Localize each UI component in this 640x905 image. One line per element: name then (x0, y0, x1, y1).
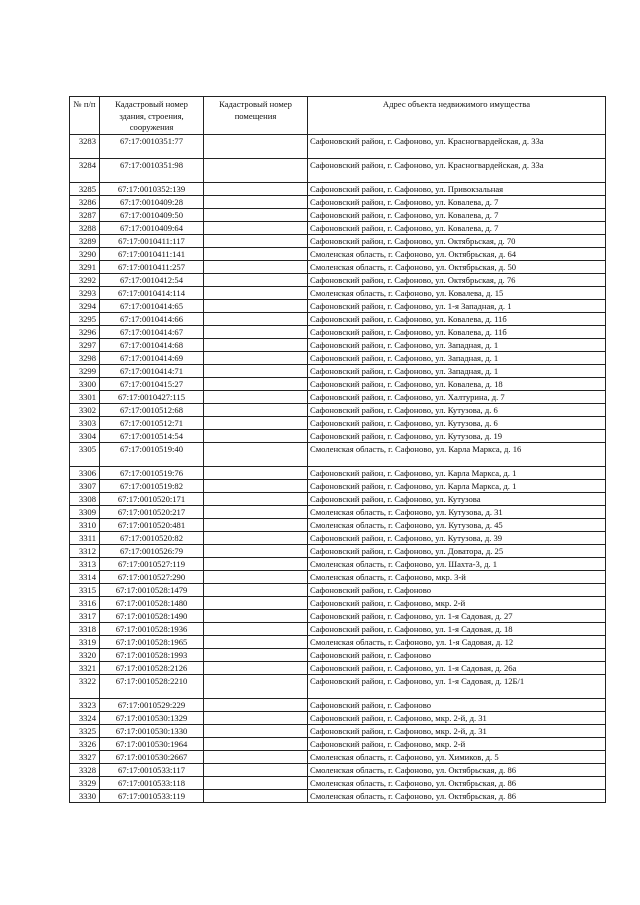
room-cadastral-number (204, 260, 308, 273)
building-cadastral-number: 67:17:0010533:118 (100, 776, 204, 789)
table-row (70, 635, 606, 648)
row-number: 3321 (70, 661, 100, 674)
object-address: Сафоновский район, г. Сафоново, мкр. 2-й, д. 31 (308, 711, 606, 724)
table-row (70, 596, 606, 609)
room-cadastral-number (204, 570, 308, 583)
row-number: 3301 (70, 390, 100, 403)
table-row (70, 531, 606, 544)
room-cadastral-number (204, 134, 308, 158)
room-cadastral-number (204, 763, 308, 776)
object-address: Смоленская область, г. Сафоново, ул. Октябрьская, д. 86 (308, 763, 606, 776)
object-address: Сафоновский район, г. Сафоново, ул. Ковалева, д. 11б (308, 312, 606, 325)
room-cadastral-number (204, 531, 308, 544)
row-number: 3298 (70, 351, 100, 364)
row-number: 3284 (70, 158, 100, 182)
building-cadastral-number: 67:17:0010528:1993 (100, 648, 204, 661)
object-address: Сафоновский район, г. Сафоново, ул. Западная, д. 1 (308, 338, 606, 351)
object-address: Сафоновский район, г. Сафоново (308, 698, 606, 711)
row-number: 3310 (70, 518, 100, 531)
table-row (70, 234, 606, 247)
row-number: 3318 (70, 622, 100, 635)
room-cadastral-number (204, 479, 308, 492)
table-row (70, 698, 606, 711)
row-number: 3314 (70, 570, 100, 583)
row-number: 3326 (70, 737, 100, 750)
table-row (70, 570, 606, 583)
room-cadastral-number (204, 195, 308, 208)
row-number: 3286 (70, 195, 100, 208)
table-row (70, 208, 606, 221)
table-row (70, 377, 606, 390)
object-address: Сафоновский район, г. Сафоново, ул. Октябрьская, д. 76 (308, 273, 606, 286)
table-row (70, 724, 606, 737)
row-number: 3330 (70, 789, 100, 802)
object-address: Смоленская область, г. Сафоново, ул. Шахта-3, д. 1 (308, 557, 606, 570)
table-row (70, 492, 606, 505)
room-cadastral-number (204, 635, 308, 648)
building-cadastral-number: 67:17:0010530:1329 (100, 711, 204, 724)
object-address: Смоленская область, г. Сафоново, ул. Кутузова, д. 45 (308, 518, 606, 531)
row-number: 3299 (70, 364, 100, 377)
object-address: Сафоновский район, г. Сафоново, ул. Западная, д. 1 (308, 351, 606, 364)
object-address: Сафоновский район, г. Сафоново (308, 648, 606, 661)
room-cadastral-number (204, 492, 308, 505)
table-row (70, 622, 606, 635)
row-number: 3319 (70, 635, 100, 648)
building-cadastral-number: 67:17:0010414:66 (100, 312, 204, 325)
header-address: Адрес объекта недвижимого имущества (308, 97, 606, 135)
row-number: 3290 (70, 247, 100, 260)
building-cadastral-number: 67:17:0010519:40 (100, 442, 204, 466)
room-cadastral-number (204, 390, 308, 403)
room-cadastral-number (204, 711, 308, 724)
header-row (70, 97, 606, 135)
row-number: 3300 (70, 377, 100, 390)
row-number: 3292 (70, 273, 100, 286)
object-address: Сафоновский район, г. Сафоново, ул. Кутузова, д. 6 (308, 416, 606, 429)
row-number: 3285 (70, 182, 100, 195)
room-cadastral-number (204, 776, 308, 789)
table-row (70, 325, 606, 338)
object-address: Сафоновский район, г. Сафоново, ул. Кутузова, д. 19 (308, 429, 606, 442)
object-address: Смоленская область, г. Сафоново, ул. Химиков, д. 5 (308, 750, 606, 763)
room-cadastral-number (204, 724, 308, 737)
row-number: 3327 (70, 750, 100, 763)
building-cadastral-number: 67:17:0010527:290 (100, 570, 204, 583)
object-address: Смоленская область, г. Сафоново, ул. Октябрьская, д. 64 (308, 247, 606, 260)
table-row (70, 518, 606, 531)
room-cadastral-number (204, 273, 308, 286)
object-address: Сафоновский район, г. Сафоново, ул. Карла Маркса, д. 1 (308, 466, 606, 479)
building-cadastral-number: 67:17:0010519:82 (100, 479, 204, 492)
table-row (70, 557, 606, 570)
room-cadastral-number (204, 609, 308, 622)
table-row (70, 661, 606, 674)
table-row (70, 312, 606, 325)
building-cadastral-number: 67:17:0010530:2667 (100, 750, 204, 763)
table-row (70, 390, 606, 403)
room-cadastral-number (204, 338, 308, 351)
table-row (70, 674, 606, 698)
header-building-cadastral: Кадастровый номер здания, строения, сооружения (100, 97, 204, 135)
object-address: Сафоновский район, г. Сафоново, ул. Кутузова (308, 492, 606, 505)
room-cadastral-number (204, 403, 308, 416)
table-row (70, 247, 606, 260)
table-row (70, 182, 606, 195)
row-number: 3294 (70, 299, 100, 312)
table-row (70, 286, 606, 299)
row-number: 3308 (70, 492, 100, 505)
row-number: 3312 (70, 544, 100, 557)
header-number: № п/п (70, 97, 100, 135)
object-address: Сафоновский район, г. Сафоново, ул. Ковалева, д. 7 (308, 221, 606, 234)
object-address: Сафоновский район, г. Сафоново, ул. 1-я Садовая, д. 26а (308, 661, 606, 674)
building-cadastral-number: 67:17:0010529:229 (100, 698, 204, 711)
building-cadastral-number: 67:17:0010520:171 (100, 492, 204, 505)
object-address: Смоленская область, г. Сафоново, ул. Октябрьская, д. 50 (308, 260, 606, 273)
object-address: Сафоновский район, г. Сафоново, ул. 1-я Садовая, д. 12Б/1 (308, 674, 606, 698)
room-cadastral-number (204, 182, 308, 195)
row-number: 3329 (70, 776, 100, 789)
building-cadastral-number: 67:17:0010512:71 (100, 416, 204, 429)
table-row (70, 260, 606, 273)
row-number: 3291 (70, 260, 100, 273)
room-cadastral-number (204, 674, 308, 698)
object-address: Сафоновский район, г. Сафоново, ул. Ковалева, д. 18 (308, 377, 606, 390)
header-room-cadastral: Кадастровый номер помещения (204, 97, 308, 135)
table-row (70, 416, 606, 429)
object-address: Сафоновский район, г. Сафоново, ул. Ковалева, д. 7 (308, 208, 606, 221)
table-row (70, 609, 606, 622)
row-number: 3296 (70, 325, 100, 338)
object-address: Сафоновский район, г. Сафоново, мкр. 2-й (308, 737, 606, 750)
row-number: 3306 (70, 466, 100, 479)
object-address: Сафоновский район, г. Сафоново, ул. 1-я Западная, д. 1 (308, 299, 606, 312)
row-number: 3283 (70, 134, 100, 158)
row-number: 3323 (70, 698, 100, 711)
room-cadastral-number (204, 234, 308, 247)
room-cadastral-number (204, 544, 308, 557)
row-number: 3295 (70, 312, 100, 325)
building-cadastral-number: 67:17:0010352:139 (100, 182, 204, 195)
building-cadastral-number: 67:17:0010514:54 (100, 429, 204, 442)
room-cadastral-number (204, 557, 308, 570)
table-row (70, 299, 606, 312)
object-address: Сафоновский район, г. Сафоново, ул. Красногвардейская, д. 33а (308, 134, 606, 158)
room-cadastral-number (204, 351, 308, 364)
row-number: 3328 (70, 763, 100, 776)
building-cadastral-number: 67:17:0010528:1480 (100, 596, 204, 609)
table-row (70, 338, 606, 351)
building-cadastral-number: 67:17:0010414:69 (100, 351, 204, 364)
building-cadastral-number: 67:17:0010414:67 (100, 325, 204, 338)
table-row (70, 429, 606, 442)
object-address: Сафоновский район, г. Сафоново, ул. 1-я Садовая, д. 27 (308, 609, 606, 622)
room-cadastral-number (204, 312, 308, 325)
room-cadastral-number (204, 325, 308, 338)
building-cadastral-number: 67:17:0010520:82 (100, 531, 204, 544)
object-address: Сафоновский район, г. Сафоново, ул. Западная, д. 1 (308, 364, 606, 377)
table-row (70, 763, 606, 776)
building-cadastral-number: 67:17:0010427:115 (100, 390, 204, 403)
table-row (70, 273, 606, 286)
building-cadastral-number: 67:17:0010527:119 (100, 557, 204, 570)
building-cadastral-number: 67:17:0010409:28 (100, 195, 204, 208)
table-row (70, 737, 606, 750)
row-number: 3293 (70, 286, 100, 299)
building-cadastral-number: 67:17:0010351:98 (100, 158, 204, 182)
row-number: 3288 (70, 221, 100, 234)
table-row (70, 221, 606, 234)
building-cadastral-number: 67:17:0010528:1936 (100, 622, 204, 635)
object-address: Сафоновский район, г. Сафоново, ул. Красногвардейская, д. 33а (308, 158, 606, 182)
room-cadastral-number (204, 299, 308, 312)
building-cadastral-number: 67:17:0010528:1479 (100, 583, 204, 596)
object-address: Сафоновский район, г. Сафоново, ул. Ковалева, д. 7 (308, 195, 606, 208)
object-address: Сафоновский район, г. Сафоново, ул. Октябрьская, д. 70 (308, 234, 606, 247)
building-cadastral-number: 67:17:0010520:217 (100, 505, 204, 518)
room-cadastral-number (204, 221, 308, 234)
object-address: Сафоновский район, г. Сафоново, ул. Доватора, д. 25 (308, 544, 606, 557)
room-cadastral-number (204, 158, 308, 182)
building-cadastral-number: 67:17:0010414:65 (100, 299, 204, 312)
building-cadastral-number: 67:17:0010528:1965 (100, 635, 204, 648)
table-row (70, 583, 606, 596)
object-address: Смоленская область, г. Сафоново, ул. Ковалева, д. 15 (308, 286, 606, 299)
room-cadastral-number (204, 518, 308, 531)
table-row (70, 158, 606, 182)
building-cadastral-number: 67:17:0010530:1964 (100, 737, 204, 750)
room-cadastral-number (204, 364, 308, 377)
row-number: 3303 (70, 416, 100, 429)
object-address: Сафоновский район, г. Сафоново, ул. Кутузова, д. 6 (308, 403, 606, 416)
room-cadastral-number (204, 583, 308, 596)
table-row (70, 442, 606, 466)
table-row (70, 466, 606, 479)
object-address: Сафоновский район, г. Сафоново, ул. Халтурина, д. 7 (308, 390, 606, 403)
building-cadastral-number: 67:17:0010519:76 (100, 466, 204, 479)
row-number: 3309 (70, 505, 100, 518)
property-register-table (69, 96, 606, 803)
table-row (70, 776, 606, 789)
room-cadastral-number (204, 596, 308, 609)
object-address: Сафоновский район, г. Сафоново, ул. Карла Маркса, д. 1 (308, 479, 606, 492)
room-cadastral-number (204, 208, 308, 221)
room-cadastral-number (204, 737, 308, 750)
building-cadastral-number: 67:17:0010414:114 (100, 286, 204, 299)
room-cadastral-number (204, 442, 308, 466)
row-number: 3322 (70, 674, 100, 698)
row-number: 3320 (70, 648, 100, 661)
object-address: Сафоновский район, г. Сафоново, ул. Ковалева, д. 11б (308, 325, 606, 338)
row-number: 3311 (70, 531, 100, 544)
building-cadastral-number: 67:17:0010528:1490 (100, 609, 204, 622)
object-address: Сафоновский район, г. Сафоново (308, 583, 606, 596)
row-number: 3325 (70, 724, 100, 737)
table-row (70, 195, 606, 208)
building-cadastral-number: 67:17:0010512:68 (100, 403, 204, 416)
object-address: Смоленская область, г. Сафоново, ул. Карла Маркса, д. 16 (308, 442, 606, 466)
building-cadastral-number: 67:17:0010533:119 (100, 789, 204, 802)
room-cadastral-number (204, 648, 308, 661)
row-number: 3315 (70, 583, 100, 596)
building-cadastral-number: 67:17:0010533:117 (100, 763, 204, 776)
room-cadastral-number (204, 750, 308, 763)
row-number: 3304 (70, 429, 100, 442)
building-cadastral-number: 67:17:0010520:481 (100, 518, 204, 531)
building-cadastral-number: 67:17:0010351:77 (100, 134, 204, 158)
object-address: Смоленская область, г. Сафоново, мкр. 3-й (308, 570, 606, 583)
table-row (70, 505, 606, 518)
room-cadastral-number (204, 416, 308, 429)
object-address: Сафоновский район, г. Сафоново, ул. Кутузова, д. 39 (308, 531, 606, 544)
building-cadastral-number: 67:17:0010411:257 (100, 260, 204, 273)
building-cadastral-number: 67:17:0010530:1330 (100, 724, 204, 737)
room-cadastral-number (204, 466, 308, 479)
building-cadastral-number: 67:17:0010414:68 (100, 338, 204, 351)
room-cadastral-number (204, 377, 308, 390)
table-row (70, 750, 606, 763)
room-cadastral-number (204, 247, 308, 260)
building-cadastral-number: 67:17:0010409:50 (100, 208, 204, 221)
table-row (70, 351, 606, 364)
table-row (70, 134, 606, 158)
table-row (70, 711, 606, 724)
room-cadastral-number (204, 661, 308, 674)
object-address: Сафоновский район, г. Сафоново, мкр. 2-й, д. 31 (308, 724, 606, 737)
table-body (70, 134, 606, 802)
building-cadastral-number: 67:17:0010526:79 (100, 544, 204, 557)
row-number: 3307 (70, 479, 100, 492)
room-cadastral-number (204, 286, 308, 299)
object-address: Смоленская область, г. Сафоново, ул. 1-я Садовая, д. 12 (308, 635, 606, 648)
room-cadastral-number (204, 789, 308, 802)
row-number: 3289 (70, 234, 100, 247)
room-cadastral-number (204, 698, 308, 711)
room-cadastral-number (204, 429, 308, 442)
table-row (70, 544, 606, 557)
object-address: Смоленская область, г. Сафоново, ул. Кутузова, д. 31 (308, 505, 606, 518)
row-number: 3287 (70, 208, 100, 221)
building-cadastral-number: 67:17:0010409:64 (100, 221, 204, 234)
table-row (70, 789, 606, 802)
building-cadastral-number: 67:17:0010411:117 (100, 234, 204, 247)
object-address: Смоленская область, г. Сафоново, ул. Октябрьская, д. 86 (308, 789, 606, 802)
building-cadastral-number: 67:17:0010415:27 (100, 377, 204, 390)
building-cadastral-number: 67:17:0010528:2126 (100, 661, 204, 674)
room-cadastral-number (204, 622, 308, 635)
row-number: 3316 (70, 596, 100, 609)
building-cadastral-number: 67:17:0010411:141 (100, 247, 204, 260)
table-row (70, 364, 606, 377)
row-number: 3297 (70, 338, 100, 351)
object-address: Сафоновский район, г. Сафоново, мкр. 2-й (308, 596, 606, 609)
row-number: 3317 (70, 609, 100, 622)
building-cadastral-number: 67:17:0010412:54 (100, 273, 204, 286)
row-number: 3305 (70, 442, 100, 466)
table-row (70, 479, 606, 492)
object-address: Сафоновский район, г. Сафоново, ул. 1-я Садовая, д. 18 (308, 622, 606, 635)
object-address: Сафоновский район, г. Сафоново, ул. Привокзальная (308, 182, 606, 195)
room-cadastral-number (204, 505, 308, 518)
row-number: 3324 (70, 711, 100, 724)
object-address: Смоленская область, г. Сафоново, ул. Октябрьская, д. 86 (308, 776, 606, 789)
building-cadastral-number: 67:17:0010414:71 (100, 364, 204, 377)
row-number: 3313 (70, 557, 100, 570)
building-cadastral-number: 67:17:0010528:2210 (100, 674, 204, 698)
table-row (70, 403, 606, 416)
table-row (70, 648, 606, 661)
table-header (70, 97, 606, 135)
row-number: 3302 (70, 403, 100, 416)
